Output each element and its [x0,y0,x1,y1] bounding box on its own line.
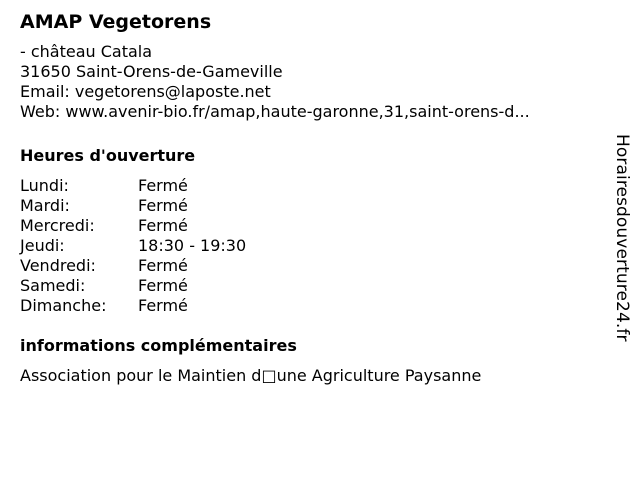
hours-row-tuesday [20,196,600,216]
hours-heading: Heures d'ouverture [20,146,196,165]
email-line: Email: vegetorens@laposte.net [20,82,271,101]
day-hours: 18:30 - 19:30 [138,236,247,255]
info-text: Association pour le Maintien d□une Agriculture Paysanne [20,366,482,385]
day-hours: Fermé [138,276,188,295]
hours-row-monday [20,176,600,196]
site-watermark: Horairesdouverture24.fr [612,134,632,342]
hours-row-sunday [20,296,600,316]
web-line: Web: www.avenir-bio.fr/amap,haute-garonne,31,saint-orens-d... [20,102,530,121]
hours-row-saturday [20,276,600,296]
day-hours: Fermé [138,176,188,195]
day-label: Mercredi: [20,216,95,235]
address-line-1: - château Catala [20,42,153,61]
hours-row-wednesday [20,216,600,236]
hours-row-friday [20,256,600,276]
day-label: Mardi: [20,196,70,215]
hours-row-thursday [20,236,600,256]
listing-card [20,10,600,386]
info-heading: informations complémentaires [20,336,297,355]
day-label: Lundi: [20,176,69,195]
business-name: AMAP Vegetorens [20,11,212,33]
day-label: Vendredi: [20,256,96,275]
day-hours: Fermé [138,216,188,235]
day-hours: Fermé [138,256,188,275]
day-label: Dimanche: [20,296,107,315]
day-label: Jeudi: [20,236,65,255]
hours-table [20,176,600,316]
day-label: Samedi: [20,276,86,295]
day-hours: Fermé [138,296,188,315]
address-line-2: 31650 Saint-Orens-de-Gameville [20,62,283,81]
contact-block [20,42,600,122]
day-hours: Fermé [138,196,188,215]
